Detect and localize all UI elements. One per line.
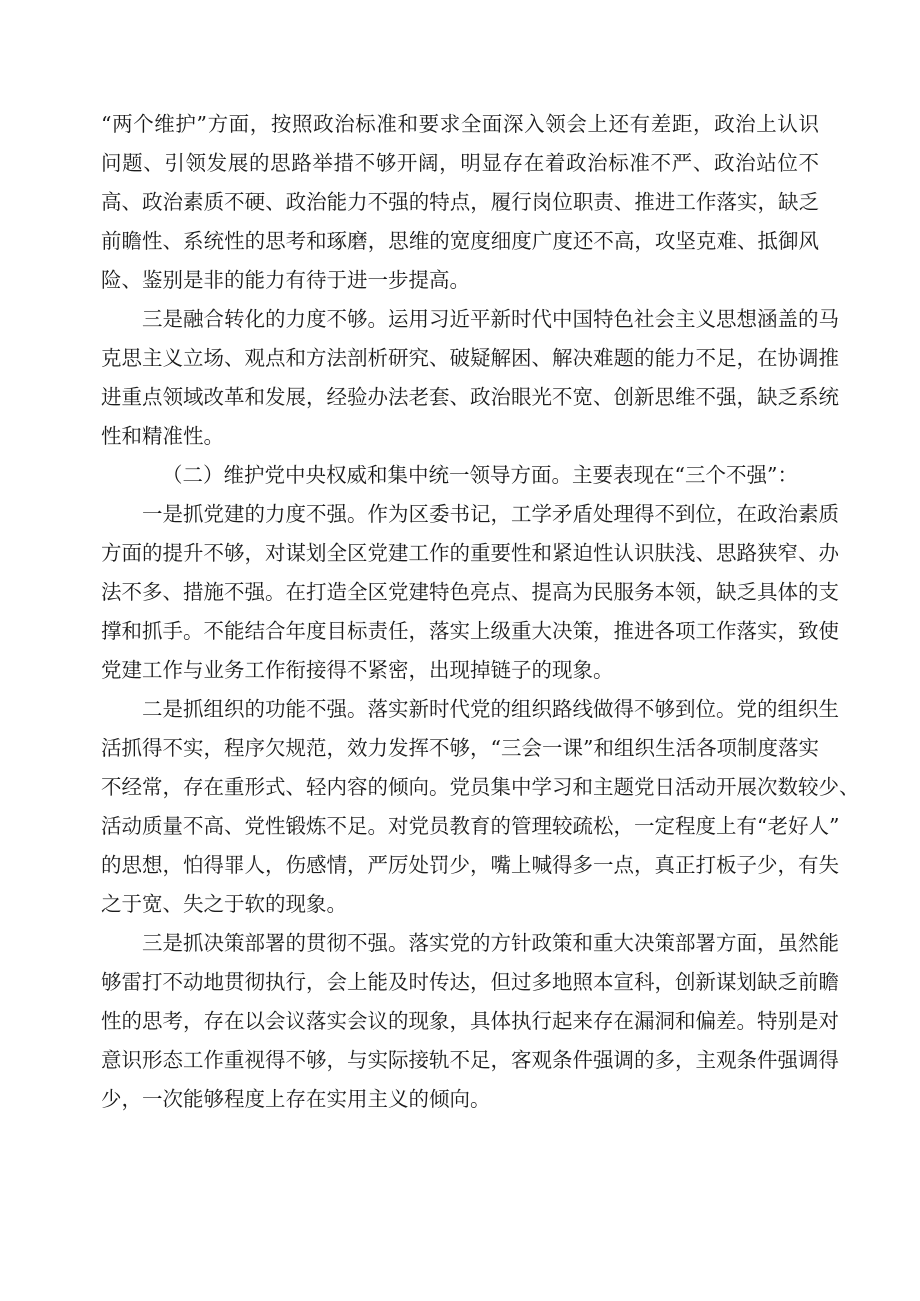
section-heading: （二）维护党中央权威和集中统一领导方面。主要表现在“三个不强”： <box>162 463 798 487</box>
text-line: 活抓得不实，程序欠规范，效力发挥不够，“三会一课”和组织生活各项制度落实 <box>101 736 819 760</box>
document-body <box>101 112 860 1112</box>
text-line: “两个维护”方面，按照政治标准和要求全面深入领会上还有差距，政治上认识 <box>101 112 819 136</box>
paragraph-party-building <box>101 502 839 683</box>
text-line: 三是融合转化的力度不够。运用习近平新时代中国特色社会主义思想涵盖的马 <box>142 307 839 331</box>
paragraph-organization-function <box>101 697 860 917</box>
text-line: 法不多、措施不强。在打造全区党建特色亮点、提高为民服务本领，缺乏具体的支 <box>101 580 839 604</box>
text-line: 进重点领域改革和发展，经验办法老套、政治眼光不宽、创新思维不强，缺乏系统 <box>101 385 839 409</box>
text-line: 之于宽、失之于软的现象。 <box>101 892 347 916</box>
paragraph-decision-implementation <box>101 931 839 1112</box>
paragraph-integration-transformation <box>101 307 839 449</box>
section-heading-central-authority <box>101 463 819 488</box>
text-line: 活动质量不高、党性锻炼不足。对党员教育的管理较疏松，一定程度上有“老好人” <box>101 814 840 838</box>
text-line: 性的思考，存在以会议落实会议的现象，具体执行起来存在漏洞和偏差。特别是对 <box>101 1009 839 1033</box>
text-line: 三是抓决策部署的贯彻不强。落实党的方针政策和重大决策部署方面，虽然能 <box>142 931 839 955</box>
text-line: 二是抓组织的功能不强。落实新时代党的组织路线做得不够到位。党的组织生 <box>142 697 839 721</box>
text-line: 克思主义立场、观点和方法剖析研究、破疑解困、解决难题的能力不足，在协调推 <box>101 346 839 370</box>
text-line: 党建工作与业务工作衔接得不紧密，出现掉链子的现象。 <box>101 658 614 682</box>
text-line: 险、鉴别是非的能力有待于进一步提高。 <box>101 268 470 292</box>
text-line: 的思想，怕得罪人，伤感情，严厉处罚少，嘴上喊得多一点，真正打板子少，有失 <box>101 853 839 877</box>
text-line: 高、政治素质不硬、政治能力不强的特点，履行岗位职责、推进工作落实，缺乏 <box>101 190 819 214</box>
text-line: 问题、引领发展的思路举措不够开阔，明显存在着政治标准不严、政治站位不 <box>101 151 819 175</box>
text-line: 性和精准性。 <box>101 424 224 448</box>
text-line: 前瞻性、系统性的思考和琢磨，思维的宽度细度广度还不高，攻坚克难、抵御风 <box>101 229 819 253</box>
text-line: 够雷打不动地贯彻执行，会上能及时传达，但过多地照本宣科，创新谋划缺乏前瞻 <box>101 970 839 994</box>
text-line: 意识形态工作重视得不够，与实际接轨不足，客观条件强调的多，主观条件强调得 <box>101 1048 839 1072</box>
text-line: 一是抓党建的力度不强。作为区委书记，工学矛盾处理得不到位，在政治素质 <box>142 502 839 526</box>
paragraph-two-safeguards <box>101 112 819 293</box>
text-line: 不经常，存在重形式、轻内容的倾向。党员集中学习和主题党日活动开展次数较少、 <box>101 775 860 799</box>
text-line: 方面的提升不够，对谋划全区党建工作的重要性和紧迫性认识肤浅、思路狭窄、办 <box>101 541 839 565</box>
text-line: 少，一次能够程度上存在实用主义的倾向。 <box>101 1087 491 1111</box>
text-line: 撑和抓手。不能结合年度目标责任，落实上级重大决策，推进各项工作落实，致使 <box>101 619 839 643</box>
